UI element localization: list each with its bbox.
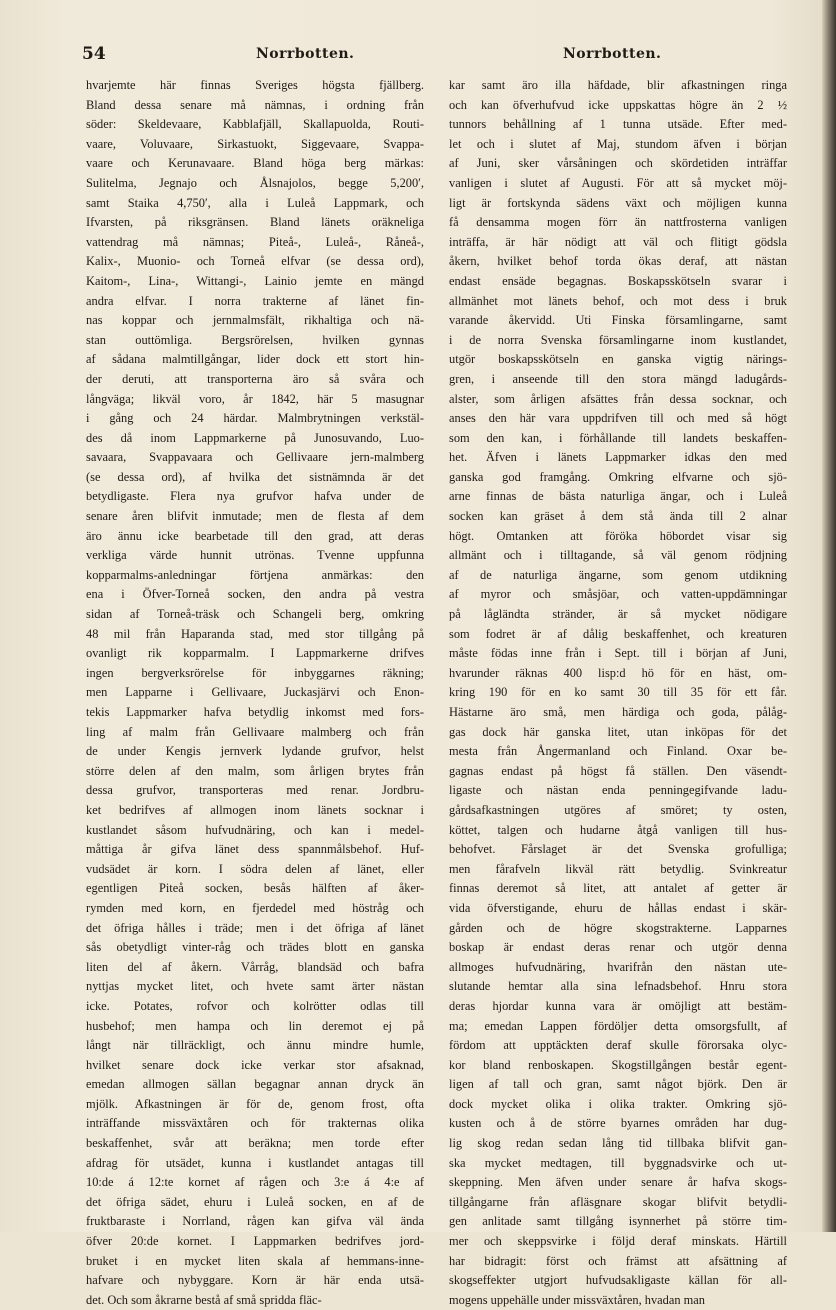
text-line: åkern, hvilket behof torda ökas deraf, att nästan [449,254,787,269]
text-line: dock mycket olika i olika trakter. Omkring sjö- [449,1096,787,1111]
text-line: kusten och å de större byarnes områden har dug- [449,1116,787,1131]
text-line: arne finnas de bästa naturliga ängar, och i Luleå [449,489,787,504]
text-line: ling af malm från Gellivaare malmberg och från [86,724,424,739]
text-line: ska mycket medtagen, till byggnadsvirke och ut- [449,1155,787,1170]
text-line: let och i slutet af Maj, stundom äfven i början [449,136,787,151]
text-line: finnas deremot så litet, att antalet af getter är [449,881,787,896]
text-line: rymden med korn, en fjerdedel med höstråg och [86,900,424,915]
text-line: som fodret är af dålig beskaffenhet, och kreaturen [449,626,787,641]
text-line: kor bland renboskapen. Skogstillgången består egent- [449,1057,787,1072]
text-line: få densamma mogen förr än nattfrosterna vanligen [449,215,787,230]
running-head-left: Norrbotten. [256,46,355,62]
text-line: inträffa, är här nödigt att väl och flitigt gödsla [449,234,787,249]
text-line: hvarunder räknas 400 lisp:d hö för en häst, om- [449,665,787,680]
text-line: Bland dessa senare må nämnas, i ordning från [86,97,424,112]
text-line: gården och de högre skogstrakterne. Lapparnes [449,920,787,935]
text-line: äro ännu icke bearbetade till den grad, att deras [86,528,424,543]
text-line: Kalix-, Muonio- och Torneå elfvar (se dessa ord), [86,254,424,269]
text-line: sidan af Torneå-träsk och Schangeli berg, omkring [86,607,424,622]
text-line: sås obetydligt vinter-råg och trädes blott en ganska [86,940,424,955]
text-line: långt när tillräckligt, och ännu mindre humle, [86,1038,424,1053]
page-number: 54 [82,44,106,64]
text-line: ligen af tall och gran, samt något björk. Den är [449,1077,787,1092]
text-line: liten del af åkern. Vårråg, blandsäd och bafra [86,959,424,974]
text-line: Kaitom-, Lina-, Wittangi-, Lainio jemte en mängd [86,273,424,288]
text-line: allmänt och i tilltagande, så väl genom rödjning [449,548,787,563]
text-line: tunnors behållning af 1 tunna utsäde. Efter med- [449,117,787,132]
text-line: de under Kengis jernverk lydande grufvor, helst [86,744,424,759]
text-line: skogseffekter utgjort hufvudsakligaste källan för all- [449,1273,787,1288]
text-line: Ifvarsten, på riksgränsen. Bland länets oräkneliga [86,215,424,230]
text-line: dessa grufvor, transporteras med renar. Jordbru- [86,783,424,798]
text-line: det öfriga hålles i träde; men i det öfriga af länet [86,920,424,935]
left-text-column [86,76,424,1310]
text-line: mogens uppehälle under missväxtåren, hvadan man [449,1292,705,1307]
text-line: större delen af den malm, som årligen brytes från [86,763,424,778]
text-line: vudsädet är korn. I södra delen af länet, eller [86,861,424,876]
text-line: endast ensäde begagnas. Boskapsskötseln svarar i [449,273,787,288]
text-line: Hästarne äro små, men härdiga och goda, pålåg- [449,705,787,719]
text-line: allmänhet mot länets behof, och mot dess i bruk [449,293,787,308]
text-line: högt. Omtanken att föröka höbordet visar sig [449,528,787,543]
text-line: emedan allmogen sällan begagnar annan dryck än [86,1077,424,1092]
text-line: gagnas endast på högst få ställen. Den väsendt- [449,763,787,778]
text-line: af Juni, sker vårsåningen och skördetiden inträffar [449,156,787,171]
text-line: samt Staika 4,750′, alla i Luleå Lappmark, och [86,195,424,210]
text-line: har bidragit: först och främst att afsättning af [449,1253,787,1268]
text-line: i de norra Svenska församlingarne inom kustlandet, [449,332,787,347]
text-line: mer och skeppsvirke i följd deraf minskats. Härtill [449,1234,787,1249]
text-line: köttet, talgen och hudarne åtgå vanligen till hus- [449,822,787,837]
text-line: hafvare och nybyggare. Korn är här enda utsä- [86,1273,424,1288]
text-line: på lågländta stränder, är så mycket nödigare [449,607,787,622]
text-line: hvilket senare dock icke verkar stor afsaknad, [86,1057,424,1072]
text-line: anses den här vara uppdrifven till och med så högt [449,411,787,426]
text-line: söder: Skeldevaare, Kabblafjäll, Skallapuolda, Routi- [86,117,424,132]
text-line: hvarjemte här finnas Sveriges högsta fjällberg. [86,78,424,92]
right-text-column [449,76,787,1310]
text-line: socken kan gräset å dem stå ända till 2 alnar [449,509,787,524]
text-line: senare åren blifvit inmutade; men de flesta af dem [86,509,424,524]
text-line: vaare och Kerunavaare. Bland höga berg märkas: [86,156,424,171]
text-line: ingen bergverksrörelse för inbyggarnes räkning; [86,665,424,680]
text-line: bruket i en mycket liten skala af hemmans-inne- [86,1253,424,1268]
text-line: tillgångarne från afläsgnare skogar blifvit betydli- [449,1194,787,1209]
text-line: af de naturliga ängarne, som genom utdikning [449,567,787,582]
text-line: långväga; likväl voro, år 1842, här 5 masugnar [86,391,424,406]
text-line: af sådana malmtillgångar, lider dock ett stort hin- [86,352,424,367]
text-line: kring 190 för en ko samt 30 till 35 för ett får. [449,685,787,700]
text-line: måttiga år gifva länet dess spannmålsbehof. Huf- [86,842,424,857]
text-line: husbehof; men hampa och lin deremot ej på [86,1018,424,1033]
text-line: betydligaste. Flera nya grufvor hafva under de [86,489,424,504]
text-line: icke. Potates, rofvor och kolrötter odlas till [86,998,424,1013]
text-line: nyttjas mycket litet, och hvete samt ärter nästan [86,979,424,994]
text-line: gårdsafkastningen utgöres af smöret; ty osten, [449,802,787,817]
text-line: het. Äfven i länets Lappmarker idkas den med [449,450,787,465]
text-line: allmoges hufvudnäring, hvarifrån den nästan ute- [449,959,787,974]
text-line: ena i Öfver-Torneå socken, den andra på vestra [86,587,424,602]
text-line: mjölk. Afkastningen är för de, genom frost, ofta [86,1096,424,1111]
text-line: vida öfverstigande, ehuru de hållas endast i skär- [449,900,787,915]
text-line: gen anlitade samt tillgång isynnerhet på större tim- [449,1214,787,1229]
text-line: skeppning. Men äfven under senare år hafva skogs- [449,1175,787,1190]
text-line: varande åkervidd. Uti Finska församlingarne, samt [449,313,787,328]
text-line: ligt är fortskynda sädens växt och möjligen kunna [449,195,787,210]
text-line: tekis Lappmarker hafva betydlig inkomst med fors- [86,705,424,719]
text-line: des då inom Lappmarkerne på Junosuvando, Luo- [86,430,424,445]
text-line: men fårafveln likväl rätt betydlig. Svinkreatur [449,861,787,876]
text-line: boskap är endast deras renar och utgör denna [449,940,787,955]
text-line: nas koppar och jernmalmsfält, rikhaltiga och nä- [86,313,424,328]
text-line: men Lapparne i Gellivaare, Juckasjärvi och Enon- [86,685,424,700]
text-line: Sulitelma, Jegnajo och Ålsnajolos, begge 5,200′, [86,175,424,190]
text-line: som den kan, i förhållande till landets beskaffen- [449,430,787,445]
text-line: ganska god framgång. Omkring elfvarne och sjö- [449,469,787,484]
text-line: (se dessa ord), af hvilka det sistnämnda är det [86,469,424,484]
text-line: gas dock här ganska litet, utan inköpas för det [449,724,787,739]
text-line: vanligen i slutet af Augusti. För att så mycket möj- [449,175,787,190]
text-line: alster, som årligen afsättes från dessa socknar, och [449,391,787,406]
text-line: öfver 20:de kornet. I Lappmarken bedrifves jord- [86,1234,424,1249]
text-line: af myror och småsjöar, och vatten-uppdämningar [449,587,787,602]
text-line: mesta från Ångermanland och Finland. Oxar be- [449,744,787,759]
text-line: der deruti, att transporterna äro så svåra och [86,371,424,386]
text-line: verkliga värde hunnit utrönas. Tvenne uppfunna [86,548,424,563]
text-line: utgör boskapsskötseln en ganska vigtig närings- [449,352,787,367]
text-line: gren, i anseende till den stora mängd ladugårds- [449,371,787,386]
text-line: och kan öfverhufvud icke uppskattas högre än 2 ½ [449,97,787,112]
text-line: kar samt äro illa häfdade, blir afkastningen ringa [449,78,787,92]
text-line: behofvet. Fårslaget är det Svenska grofulliga; [449,842,787,857]
text-line: fruktbaraste i Norrland, rågen kan gifva väl ända [86,1214,424,1229]
text-line: 10:de á 12:te kornet af rågen och 3:e á 4:e af [86,1175,424,1190]
text-line: ligaste och nästan enda penningegifvande ladu- [449,783,787,798]
text-line: andra elfvar. I norra trakterne af länet fin- [86,293,424,308]
text-line: slutande hemtar alla sina lefnadsbehof. Hnru stora [449,979,787,994]
text-line: det. Och som åkrarne bestå af små spridda fläc- [86,1292,322,1307]
text-line: kustlandet såsom hufvudnäring, och kan i medel- [86,822,424,837]
text-line: stan outtömliga. Bergsrörelsen, hvilken gynnas [86,332,424,347]
text-line: ovanligt rik kopparmalm. I Lappmarkerne drifves [86,646,424,661]
text-line: det öfriga sädet, ehuru i Luleå socken, en af de [86,1194,424,1209]
text-line: 48 mil från Haparanda stad, med stor tillgång på [86,626,424,641]
text-line: savaara, Svappavaara och Gellivaare jern-malmberg [86,450,424,465]
running-head-right: Norrbotten. [563,46,662,62]
text-line: egentligen Piteå socken, besås hälften af åker- [86,881,424,896]
text-line: ma; emedan Lappen fördöljer detta omsorgsfullt, af [449,1018,787,1033]
text-line: lig skog redan sedan lång tid tillbaka blifvit gan- [449,1136,787,1151]
text-line: måste födas inne från i Sept. till i början af Juni, [449,646,787,661]
text-line: inträffande missväxtåren och för trakternas olika [86,1116,424,1131]
text-line: i gång och 24 härdar. Malmbrytningen verkstäl- [86,411,424,426]
text-line: kopparmalms-anledningar förtjena anmärkas: den [86,567,424,582]
text-line: ket bedrifves af allmogen inom länets socknar i [86,802,424,817]
text-line: vaare, Voluvaare, Sirkastuokt, Siggevaare, Svappa- [86,136,424,151]
text-line: deras hjordar kunna vara är omöjligt att bestäm- [449,998,787,1013]
text-line: beskaffenhet, svår att beräkna; men torde efter [86,1136,424,1151]
text-line: fördom att upptäckten deraf skulle förorsaka olyc- [449,1038,787,1053]
text-line: vattendrag må nämnas; Piteå-, Luleå-, Råneå-, [86,234,424,249]
text-line: afdrag för utsädet, kunna i kustlandet antagas till [86,1155,424,1170]
book-spine-edge [822,0,836,1232]
